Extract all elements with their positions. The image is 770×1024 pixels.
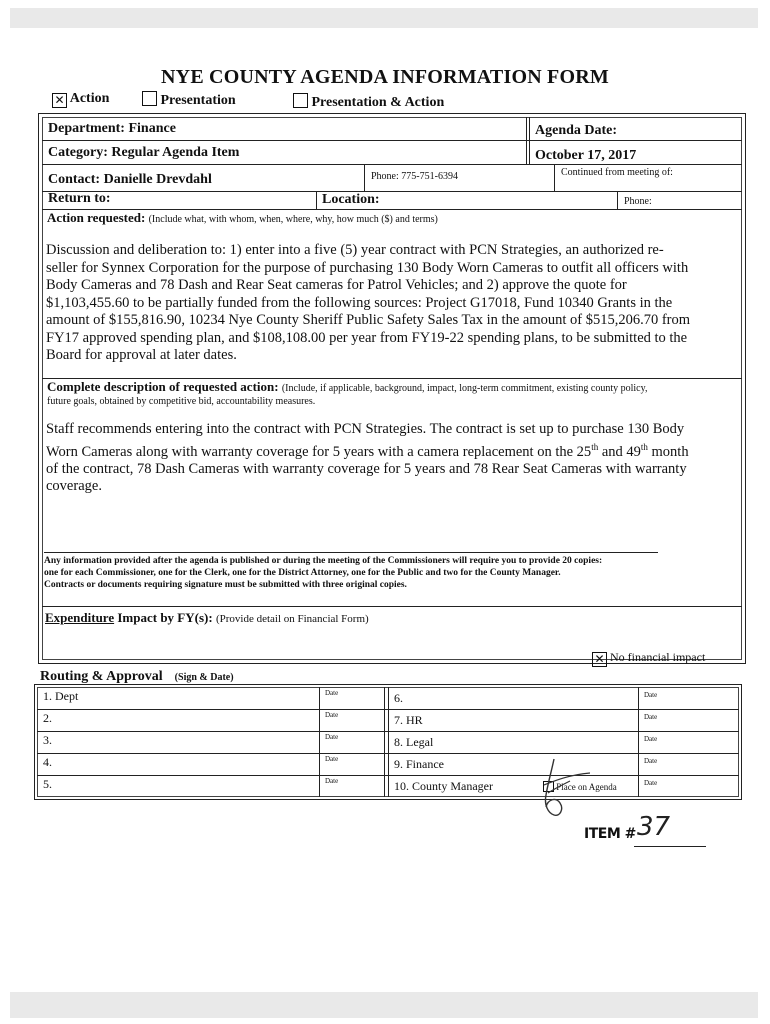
text-line: $1,103,455.60 to be partially funded from the following sources: Project G17018, Fund 10340 Grants in the [46, 294, 673, 311]
action-requested-label: Action requested: [47, 210, 146, 225]
notice-line: Any information provided after the agenda is published or during the meeting of the Commissioners will require you to provide 20 copies: [44, 556, 603, 566]
complete-description-hint: (Include, if applicable, background, impact, long-term commitment, existing county policy, [281, 383, 648, 394]
date-label: Date [644, 713, 658, 721]
option-presentation-label: Presentation [160, 93, 236, 108]
continued-field[interactable]: Continued from meeting of: [561, 167, 673, 178]
option-action[interactable] [52, 91, 109, 108]
routing-hint: (Sign & Date) [174, 672, 234, 683]
row-divider [42, 140, 742, 141]
routing-hr[interactable]: 7. HR [394, 713, 423, 727]
col-divider [364, 164, 365, 191]
routing-5[interactable]: 5. [43, 777, 52, 791]
expenditure-label: Expenditure [45, 610, 115, 625]
handwritten-signature [530, 755, 600, 825]
col-divider [526, 117, 527, 164]
action-requested-header [47, 210, 438, 226]
routing-county-manager[interactable] [394, 779, 493, 794]
item-number-underline [634, 846, 706, 847]
contact-field[interactable]: Contact: Danielle Drevdahl [48, 172, 212, 187]
no-financial-impact-checkbox[interactable]: ✕ [592, 652, 607, 667]
col-divider [529, 117, 530, 164]
item-number-label: ITEM # [584, 826, 636, 842]
routing-6[interactable]: 6. [394, 691, 403, 705]
date-label: Date [325, 711, 339, 719]
text-line: coverage. [46, 478, 102, 495]
date-label: Date [325, 689, 339, 697]
section-divider [42, 606, 742, 607]
expenditure-hint: (Provide detail on Financial Form) [215, 613, 369, 625]
text-line: Board for approval at later dates. [46, 347, 237, 363]
text-line: Staff recommends entering into the contract with PCN Strategies. The contract is set up to purchase 130 Body [46, 421, 685, 437]
notice-text [44, 555, 744, 591]
date-label: Date [325, 777, 339, 785]
department-field[interactable]: Department: Finance [48, 121, 176, 136]
complete-description-hint-2: future goals, obtained by competitive bid, accountability measures. [47, 396, 316, 407]
presentation-action-checkbox[interactable] [293, 93, 308, 108]
no-financial-impact[interactable] [592, 650, 705, 667]
date-label: Date [644, 779, 658, 787]
location-field[interactable]: Location: [322, 192, 380, 207]
routing-header [40, 667, 234, 685]
option-action-label: Action [69, 91, 110, 106]
notice-line: Contracts or documents requiring signature must be submitted with three original copies. [44, 580, 407, 590]
routing-col-divider [388, 687, 389, 797]
scan-edge-top [10, 8, 758, 28]
routing-dept[interactable]: 1. Dept [43, 689, 79, 703]
text-line: Worn Cameras along with warranty coverage for 5 years with a camera replacement on the 25th and 49th month [46, 441, 689, 460]
county-manager-label: 10. County Manager [394, 779, 493, 793]
routing-finance[interactable]: 9. Finance [394, 757, 444, 771]
text-line: amount of $155,816.90, 10234 Nye County Sheriff Public Safety Sales Tax in the amount of $515,206.70 from [46, 312, 691, 328]
routing-col-divider [319, 687, 320, 797]
row-divider [42, 191, 742, 192]
date-label: Date [325, 733, 339, 741]
text-line: of the contract, 78 Dash Cameras with warranty coverage for 5 years and 78 Rear Seat Cameras with warranty [46, 460, 687, 477]
complete-description-text[interactable] [46, 421, 746, 496]
option-presentation-action[interactable] [293, 93, 444, 111]
option-presentation[interactable] [142, 91, 236, 109]
scan-edge-bottom [10, 992, 758, 1018]
item-number-handwritten[interactable]: 37 [637, 812, 671, 842]
notice-rule [44, 552, 658, 553]
text-line: Discussion and deliberation to: 1) enter into a five (5) year contract with PCN Strategies, an authorized re- [46, 242, 664, 258]
category-field[interactable]: Category: Regular Agenda Item [48, 145, 240, 160]
col-divider [554, 164, 555, 191]
expenditure-rest: Impact by FY(s): [114, 610, 213, 625]
action-requested-text[interactable] [46, 242, 746, 365]
routing-3[interactable]: 3. [43, 733, 52, 747]
complete-description-header [47, 379, 737, 395]
routing-legal[interactable]: 8. Legal [394, 735, 434, 749]
option-presentation-action-label: Presentation & Action [311, 95, 445, 110]
routing-col-divider [384, 687, 385, 797]
phone-field[interactable]: Phone: 775-751-6394 [371, 171, 458, 182]
date-label: Date [644, 757, 658, 765]
return-to-field[interactable]: Return to: [48, 191, 111, 206]
action-requested-hint: (Include what, with whom, when, where, why, how much ($) and terms) [148, 214, 438, 225]
form-title: NYE COUNTY AGENDA INFORMATION FORM [161, 66, 609, 88]
text-line: FY17 approved spending plan, and $108,108.00 per year from FY19-22 spending plans, to be submitted to the [46, 329, 688, 346]
col-divider [316, 191, 317, 209]
row-divider [42, 164, 742, 165]
routing-title: Routing & Approval [40, 669, 163, 684]
complete-description-label: Complete description of requested action: [47, 379, 279, 394]
place-on-agenda-label: Place on Agenda [556, 782, 617, 792]
col-divider [617, 191, 618, 209]
action-checkbox[interactable]: ✕ [52, 93, 67, 108]
notice-line: one for each Commissioner, one for the Clerk, one for the District Attorney, one for the Public and two for the County Manager. [44, 568, 561, 578]
date-label: Date [644, 735, 658, 743]
date-label: Date [644, 691, 658, 699]
no-financial-impact-label: No financial impact [610, 650, 706, 664]
phone2-field[interactable]: Phone: [624, 196, 652, 207]
presentation-checkbox[interactable] [142, 91, 157, 106]
text-line: seller for Synnex Corporation for the purpose of purchasing 130 Body Worn Cameras to outfit all officers with [46, 259, 689, 276]
expenditure-header [45, 610, 369, 626]
routing-col-divider [638, 687, 639, 797]
agenda-date-label: Agenda Date: [535, 123, 618, 138]
agenda-date-field[interactable]: October 17, 2017 [535, 148, 637, 163]
text-line: Body Cameras and 78 Dash and Rear Seat cameras for Patrol Vehicles; and 2) approve the quote for [46, 277, 627, 293]
date-label: Date [325, 755, 339, 763]
routing-2[interactable]: 2. [43, 711, 52, 725]
routing-4[interactable]: 4. [43, 755, 52, 769]
